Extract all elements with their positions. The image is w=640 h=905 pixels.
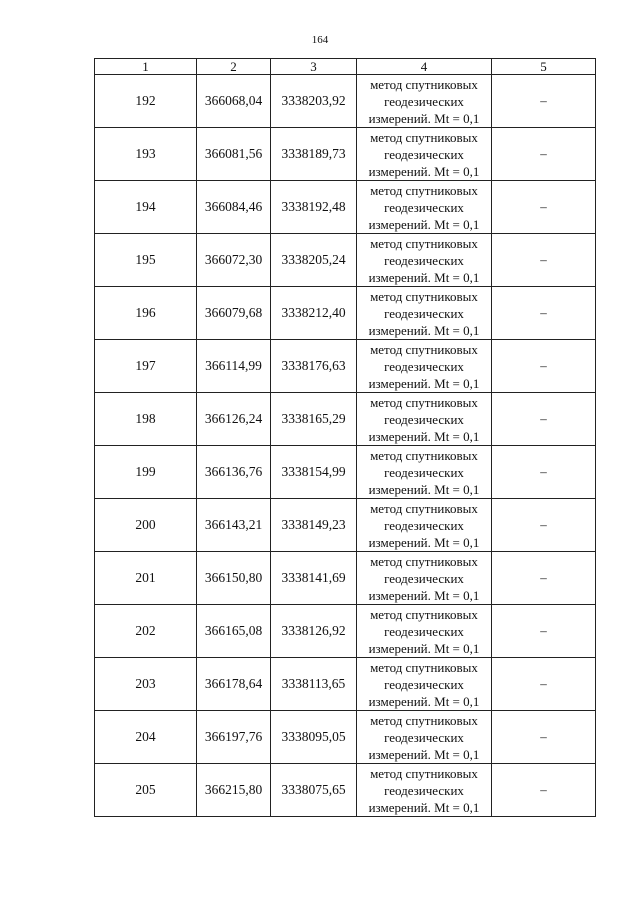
method-line: измерений. Mt = 0,1 xyxy=(368,110,480,126)
table-row xyxy=(95,658,596,711)
point-number-cell: 200 xyxy=(95,499,197,552)
x-coordinate-cell: 366165,08 xyxy=(197,605,271,658)
method-cell xyxy=(357,75,492,128)
table-header-row xyxy=(95,59,596,75)
point-number-cell: 202 xyxy=(95,605,197,658)
method-line: метод спутниковых xyxy=(370,606,478,622)
method-line: метод спутниковых xyxy=(370,447,478,463)
method-cell xyxy=(357,234,492,287)
note-cell: – xyxy=(492,75,596,128)
table-row xyxy=(95,287,596,340)
method-line: геодезических xyxy=(384,676,464,692)
x-coordinate-cell: 366079,68 xyxy=(197,287,271,340)
header-col-3: 3 xyxy=(271,59,357,75)
method-cell xyxy=(357,287,492,340)
y-coordinate-cell: 3338113,65 xyxy=(271,658,357,711)
y-coordinate-cell: 3338176,63 xyxy=(271,340,357,393)
note-cell: – xyxy=(492,499,596,552)
method-line: измерений. Mt = 0,1 xyxy=(368,746,480,762)
note-cell: – xyxy=(492,393,596,446)
method-line: измерений. Mt = 0,1 xyxy=(368,640,480,656)
table-row xyxy=(95,446,596,499)
method-cell xyxy=(357,446,492,499)
point-number-cell: 192 xyxy=(95,75,197,128)
header-col-4: 4 xyxy=(357,59,492,75)
method-cell xyxy=(357,658,492,711)
coordinates-table xyxy=(94,58,596,817)
method-line: метод спутниковых xyxy=(370,182,478,198)
y-coordinate-cell: 3338205,24 xyxy=(271,234,357,287)
method-cell xyxy=(357,181,492,234)
method-line: геодезических xyxy=(384,146,464,162)
y-coordinate-cell: 3338189,73 xyxy=(271,128,357,181)
y-coordinate-cell: 3338075,65 xyxy=(271,764,357,817)
method-line: геодезических xyxy=(384,623,464,639)
y-coordinate-cell: 3338165,29 xyxy=(271,393,357,446)
method-line: метод спутниковых xyxy=(370,659,478,675)
note-cell: – xyxy=(492,552,596,605)
point-number-cell: 205 xyxy=(95,764,197,817)
method-cell xyxy=(357,552,492,605)
method-line: геодезических xyxy=(384,252,464,268)
point-number-cell: 198 xyxy=(95,393,197,446)
method-line: геодезических xyxy=(384,411,464,427)
header-col-5: 5 xyxy=(492,59,596,75)
method-line: измерений. Mt = 0,1 xyxy=(368,322,480,338)
note-cell: – xyxy=(492,234,596,287)
page-number: 164 xyxy=(311,34,329,46)
method-line: метод спутниковых xyxy=(370,76,478,92)
note-cell: – xyxy=(492,605,596,658)
method-cell xyxy=(357,128,492,181)
note-cell: – xyxy=(492,128,596,181)
point-number-cell: 199 xyxy=(95,446,197,499)
method-line: метод спутниковых xyxy=(370,129,478,145)
method-line: геодезических xyxy=(384,729,464,745)
method-line: метод спутниковых xyxy=(370,288,478,304)
table-row xyxy=(95,764,596,817)
x-coordinate-cell: 366081,56 xyxy=(197,128,271,181)
table-row xyxy=(95,393,596,446)
point-number-cell: 196 xyxy=(95,287,197,340)
y-coordinate-cell: 3338095,05 xyxy=(271,711,357,764)
method-line: измерений. Mt = 0,1 xyxy=(368,693,480,709)
x-coordinate-cell: 366215,80 xyxy=(197,764,271,817)
x-coordinate-cell: 366143,21 xyxy=(197,499,271,552)
method-cell xyxy=(357,393,492,446)
note-cell: – xyxy=(492,711,596,764)
method-line: измерений. Mt = 0,1 xyxy=(368,587,480,603)
note-cell: – xyxy=(492,181,596,234)
point-number-cell: 204 xyxy=(95,711,197,764)
method-line: метод спутниковых xyxy=(370,553,478,569)
point-number-cell: 201 xyxy=(95,552,197,605)
x-coordinate-cell: 366072,30 xyxy=(197,234,271,287)
y-coordinate-cell: 3338149,23 xyxy=(271,499,357,552)
y-coordinate-cell: 3338126,92 xyxy=(271,605,357,658)
table-row xyxy=(95,234,596,287)
method-line: измерений. Mt = 0,1 xyxy=(368,375,480,391)
x-coordinate-cell: 366084,46 xyxy=(197,181,271,234)
method-line: геодезических xyxy=(384,517,464,533)
method-line: геодезических xyxy=(384,464,464,480)
point-number-cell: 203 xyxy=(95,658,197,711)
method-cell xyxy=(357,499,492,552)
method-line: метод спутниковых xyxy=(370,765,478,781)
method-line: метод спутниковых xyxy=(370,712,478,728)
method-line: метод спутниковых xyxy=(370,235,478,251)
point-number-cell: 193 xyxy=(95,128,197,181)
method-line: метод спутниковых xyxy=(370,341,478,357)
method-line: геодезических xyxy=(384,782,464,798)
y-coordinate-cell: 3338141,69 xyxy=(271,552,357,605)
table-row xyxy=(95,340,596,393)
note-cell: – xyxy=(492,446,596,499)
method-line: измерений. Mt = 0,1 xyxy=(368,216,480,232)
method-line: метод спутниковых xyxy=(370,500,478,516)
note-cell: – xyxy=(492,764,596,817)
x-coordinate-cell: 366068,04 xyxy=(197,75,271,128)
method-line: измерений. Mt = 0,1 xyxy=(368,269,480,285)
method-line: геодезических xyxy=(384,570,464,586)
table-row xyxy=(95,181,596,234)
method-cell xyxy=(357,711,492,764)
y-coordinate-cell: 3338212,40 xyxy=(271,287,357,340)
header-col-1: 1 xyxy=(95,59,197,75)
method-line: геодезических xyxy=(384,93,464,109)
table-body xyxy=(95,75,596,817)
method-line: геодезических xyxy=(384,199,464,215)
note-cell: – xyxy=(492,340,596,393)
point-number-cell: 194 xyxy=(95,181,197,234)
method-line: измерений. Mt = 0,1 xyxy=(368,799,480,815)
method-cell xyxy=(357,764,492,817)
y-coordinate-cell: 3338192,48 xyxy=(271,181,357,234)
method-line: измерений. Mt = 0,1 xyxy=(368,428,480,444)
table-row xyxy=(95,75,596,128)
method-line: метод спутниковых xyxy=(370,394,478,410)
table-row xyxy=(95,711,596,764)
table-row xyxy=(95,605,596,658)
header-col-2: 2 xyxy=(197,59,271,75)
method-line: геодезических xyxy=(384,305,464,321)
method-line: измерений. Mt = 0,1 xyxy=(368,481,480,497)
x-coordinate-cell: 366150,80 xyxy=(197,552,271,605)
y-coordinate-cell: 3338154,99 xyxy=(271,446,357,499)
method-line: измерений. Mt = 0,1 xyxy=(368,163,480,179)
y-coordinate-cell: 3338203,92 xyxy=(271,75,357,128)
method-line: геодезических xyxy=(384,358,464,374)
table-row xyxy=(95,499,596,552)
method-cell xyxy=(357,605,492,658)
table-row xyxy=(95,552,596,605)
method-line: измерений. Mt = 0,1 xyxy=(368,534,480,550)
x-coordinate-cell: 366136,76 xyxy=(197,446,271,499)
x-coordinate-cell: 366197,76 xyxy=(197,711,271,764)
note-cell: – xyxy=(492,658,596,711)
x-coordinate-cell: 366126,24 xyxy=(197,393,271,446)
x-coordinate-cell: 366178,64 xyxy=(197,658,271,711)
x-coordinate-cell: 366114,99 xyxy=(197,340,271,393)
table-row xyxy=(95,128,596,181)
note-cell: – xyxy=(492,287,596,340)
point-number-cell: 197 xyxy=(95,340,197,393)
point-number-cell: 195 xyxy=(95,234,197,287)
method-cell xyxy=(357,340,492,393)
